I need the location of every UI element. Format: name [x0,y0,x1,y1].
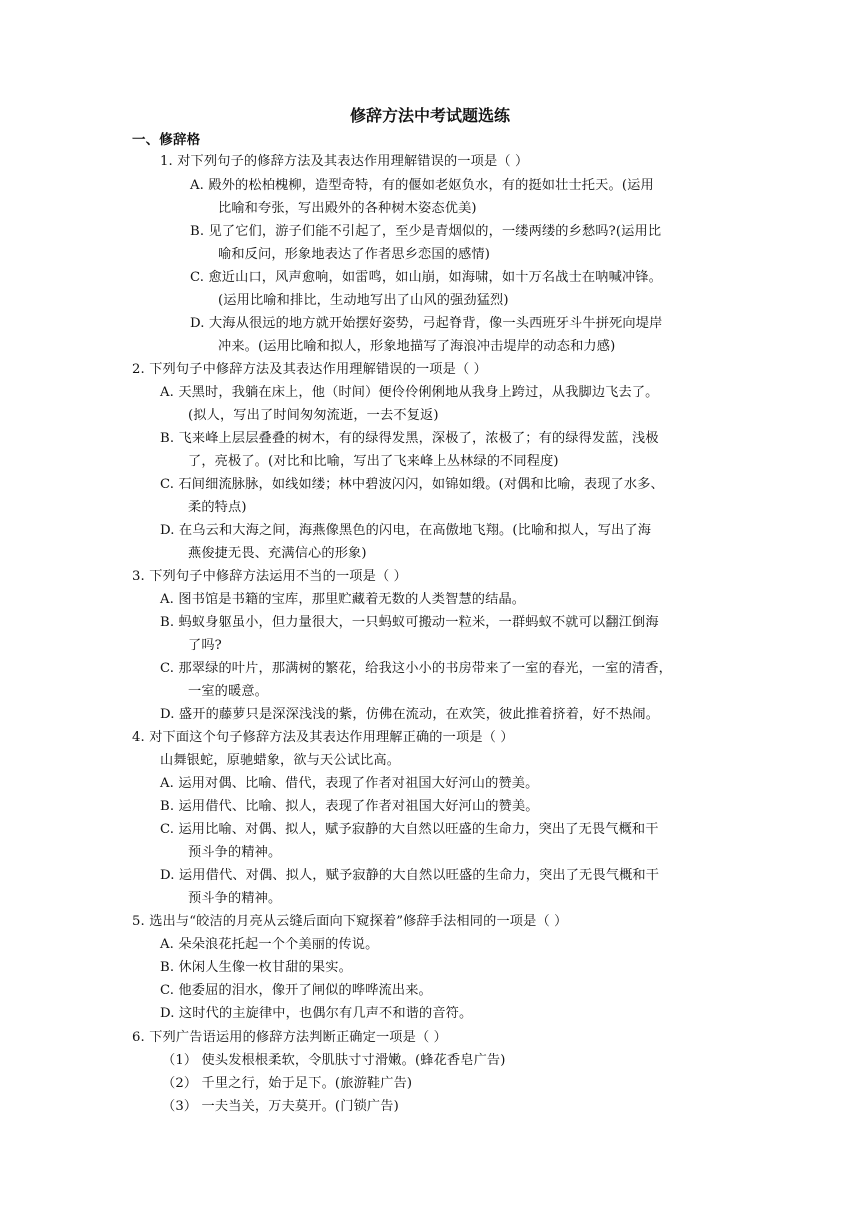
section-heading: 一、修辞格 [132,132,201,148]
question-2-option-c-cont: 柔的特点) [188,500,247,515]
question-4-option-d-cont: 预斗争的精神。 [188,891,282,906]
question-2-stem: 2. 下列句子中修辞方法及其表达作用理解错误的一项是（ ） [132,362,488,377]
question-1-option-b-cont: 喻和反问，形象地表达了作者思乡恋国的感情) [218,247,491,262]
question-1-option-a: A. 殿外的松柏槐柳，造型奇特，有的偃如老妪负水，有的挺如壮士托天。(运用 [190,178,654,193]
question-4-option-d: D. 运用借代、对偶、拟人，赋予寂静的大自然以旺盛的生命力，突出了无畏气概和干 [160,868,660,883]
question-3-option-d: D. 盛开的藤萝只是深深浅浅的紫，仿佛在流动，在欢笑，彼此推着挤着，好不热闹。 [160,707,660,722]
question-2-option-b: B. 飞来峰上层层叠叠的树木，有的绿得发黑，深极了，浓极了；有的绿得发蓝，浅极 [160,431,659,446]
question-3-option-c: C. 那翠绿的叶片，那满树的繁花，给我这小小的书房带来了一室的春光，一室的清香， [160,661,672,676]
question-5-option-b: B. 休闲人生像一枚甘甜的果实。 [160,960,352,975]
question-5-option-a: A. 朵朵浪花托起一个个美丽的传说。 [160,937,379,952]
question-3-option-c-cont: 一室的暖意。 [188,684,269,699]
question-6-item-3: （3） 一夫当关，万夫莫开。(门锁广告) [162,1099,399,1114]
question-1-option-d: D. 大海从很远的地方就开始摆好姿势，弓起脊背，像一头西班牙斗牛拼死向堤岸 [190,316,663,331]
question-1-stem: 1. 对下列句子的修辞方法及其表达作用理解错误的一项是（ ） [160,154,529,169]
question-4-option-a: A. 运用对偶、比喻、借代，表现了作者对祖国大好河山的赞美。 [160,776,539,791]
question-3-option-a: A. 图书馆是书籍的宝库，那里贮藏着无数的人类智慧的结晶。 [160,592,526,607]
page-title: 修辞方法中考试题选练 [349,106,510,125]
question-4-quote: 山舞银蛇，原驰蜡象，欲与天公试比高。 [160,753,401,768]
question-1-option-d-cont: 冲来。(运用比喻和拟人，形象地描写了海浪冲击堤岸的动态和力感) [218,339,616,354]
question-2-option-c: C. 石间细流脉脉，如线如缕；林中碧波闪闪，如锦如缎。(对偶和比喻，表现了水多、 [160,477,664,492]
question-2-option-a: A. 天黑时，我躺在床上，他（时间）便伶伶俐俐地从我身上跨过，从我脚边飞去了。 [160,385,659,400]
question-4-option-b: B. 运用借代、比喻、拟人，表现了作者对祖国大好河山的赞美。 [160,799,539,814]
question-2-option-b-cont: 了，亮极了。(对比和比喻，写出了飞来峰上丛林绿的不同程度) [188,454,559,469]
question-5-option-d: D. 这时代的主旋律中，也偶尔有几声不和谐的音符。 [160,1006,473,1021]
question-6-item-1: （1） 使头发根根柔软，令肌肤寸寸滑嫩。(蜂花香皂广告) [162,1053,506,1068]
question-2-option-d-cont: 燕俊捷无畏、充满信心的形象) [188,546,367,561]
question-3-option-b-cont: 了吗? [188,638,222,653]
question-5-option-c: C. 他委屈的泪水，像开了闸似的哗哗流出来。 [160,983,432,998]
question-1-option-c: C. 愈近山口，风声愈响，如雷鸣，如山崩，如海啸，如十万名战士在呐喊冲锋。 [190,270,662,285]
question-1-option-b: B. 见了它们，游子们能不引起了，至少是青烟似的，一缕两缕的乡愁吗?(运用比 [190,224,662,239]
question-3-stem: 3. 下列句子中修辞方法运用不当的一项是（ ） [132,569,407,584]
question-4-option-c-cont: 预斗争的精神。 [188,845,282,860]
question-6-item-2: （2） 千里之行，始于足下。(旅游鞋广告) [162,1076,413,1091]
question-4-stem: 4. 对下面这个句子修辞方法及其表达作用理解正确的一项是（ ） [132,730,514,745]
question-5-stem: 5. 选出与“皎洁的月亮从云缝后面向下窥探着”修辞手法相同的一项是（ ） [132,914,568,929]
question-2-option-d: D. 在乌云和大海之间，海燕像黑色的闪电，在高傲地飞翔。(比喻和拟人，写出了海 [160,523,652,538]
question-6-stem: 6. 下列广告语运用的修辞方法判断正确定一项是（ ） [132,1030,447,1045]
question-1-option-c-cont: (运用比喻和排比，生动地写出了山风的强劲猛烈) [218,293,509,308]
question-3-option-b: B. 蚂蚁身躯虽小，但力量很大，一只蚂蚁可搬动一粒米，一群蚂蚁不就可以翻江倒海 [160,615,659,630]
question-1-option-a-cont: 比喻和夸张，写出殿外的各种树木姿态优美) [218,201,477,216]
question-2-option-a-cont: (拟人，写出了时间匆匆流逝，一去不复返) [188,408,439,423]
question-4-option-c: C. 运用比喻、对偶、拟人，赋予寂静的大自然以旺盛的生命力，突出了无畏气概和干 [160,822,659,837]
